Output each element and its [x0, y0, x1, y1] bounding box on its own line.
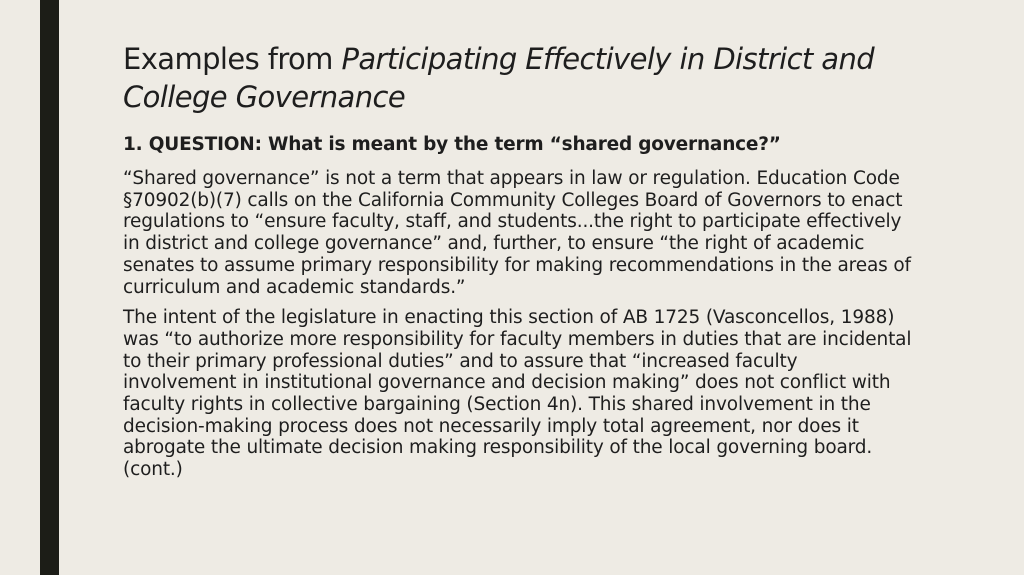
paragraph-1: “Shared governance” is not a term that appears in law or regulation. Education Code §70902(b)(7) calls on the California Community Colleges Board of Governors to enact regulations to “ensure faculty, staff, and students...the right to participate effectively in district and college governance” and, further, to ensure “the right of academic senates to assume primary responsibility for making recommendations in the areas of curriculum and academic standards.”: [123, 168, 911, 298]
slide-title-plain: Examples from: [123, 42, 342, 76]
slide-title-italic: Participating Effectively in District and College Governance: [123, 42, 875, 114]
slide-content: [123, 40, 913, 481]
slide-title: [123, 40, 913, 116]
question-heading: 1. QUESTION: What is meant by the term “shared governance?”: [123, 134, 781, 155]
accent-bar: [40, 0, 59, 575]
paragraph-2: The intent of the legislature in enacting this section of AB 1725 (Vasconcellos, 1988) was “to authorize more responsibility for faculty members in duties that are incidental to their primary professional duties” and to assure that “increased faculty involvement in institutional governance and decision making” does not conflict with faculty rights in collective bargaining (Section 4n). This shared involvement in the decision-making process does not necessarily imply total agreement, nor does it abrogate the ultimate decision making responsibility of the local governing board. (cont.): [123, 307, 912, 481]
